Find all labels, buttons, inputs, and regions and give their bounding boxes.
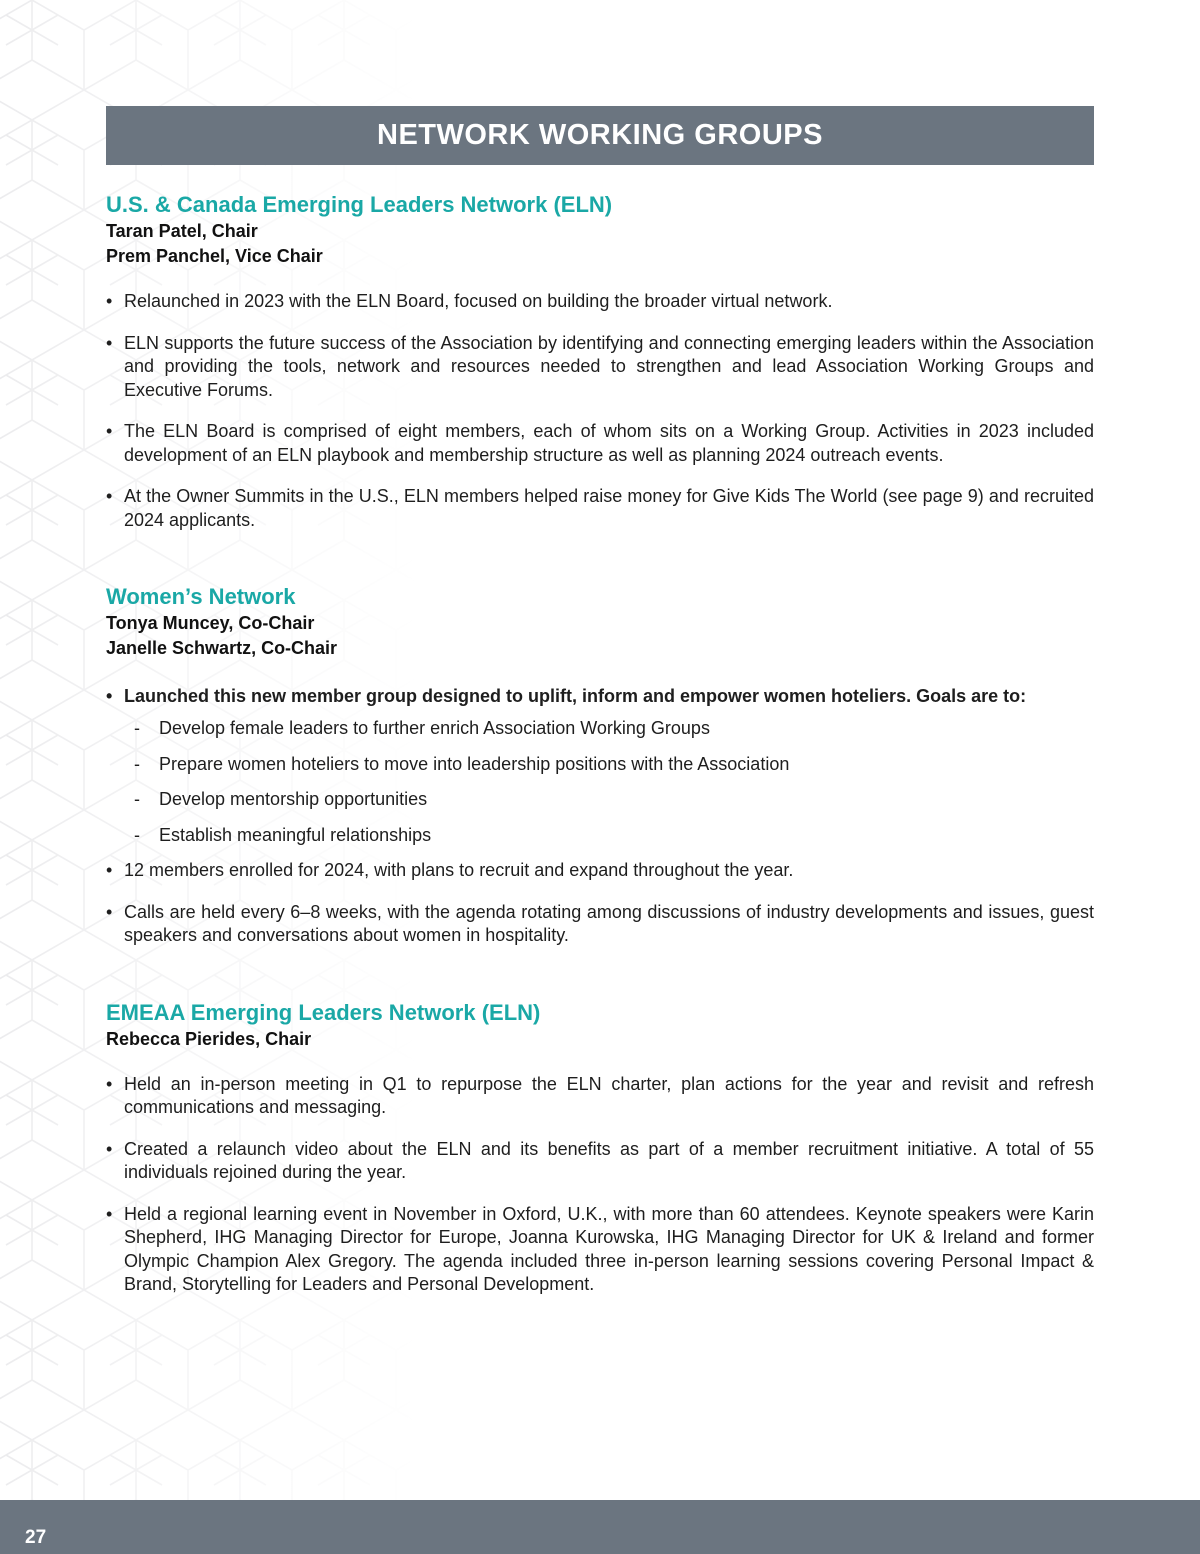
- officer-chair: Taran Patel, Chair: [106, 221, 258, 241]
- bullet-marker: •: [106, 901, 113, 922]
- list-item: • The ELN Board is comprised of eight members, each of whom sits on a Working Group. Activities in 2023 included development of an ELN playbook and membership structure as well as planning 2024 outreach events.: [106, 421, 1094, 465]
- bullet-marker: •: [106, 291, 113, 311]
- goal-item: - Prepare women hoteliers to move into leadership positions with the Association: [134, 753, 790, 774]
- officer-co-chair: Janelle Schwartz, Co-Chair: [106, 638, 338, 658]
- section-bullet-list: [106, 684, 1094, 948]
- bullet-marker: •: [106, 486, 113, 506]
- section-bullet-list: [106, 1073, 1094, 1297]
- officer-vice-chair: Prem Panchel, Vice Chair: [106, 246, 323, 266]
- section-bullet-list: [106, 290, 1094, 532]
- section-title: U.S. & Canada Emerging Leaders Network (ELN): [106, 192, 613, 217]
- bullet-marker: •: [106, 1073, 113, 1094]
- list-item: • ELN supports the future success of the Association by identifying and connecting emerging leaders within the Association and providing the tools, network and resources needed to strengthen and lead Association Working Groups and Executive Forums.: [106, 332, 1094, 400]
- bullet-marker: •: [106, 421, 113, 441]
- section-title: EMEAA Emerging Leaders Network (ELN): [106, 999, 541, 1025]
- officer-chair: Rebecca Pierides, Chair: [106, 1028, 312, 1049]
- list-item: • Launched this new member group designed to uplift, inform and empower women hoteliers. Goals are to: - Develop female leaders to further enrich Association Working Groups - Prepare women hoteliers to move into leadership positions with the Association - Develop mentorship opportunities - Establish meaningful relationships: [106, 684, 1094, 847]
- section-womens-network: [106, 583, 1094, 948]
- section-emeaa-eln: [106, 999, 1094, 1297]
- page-content: [106, 106, 1094, 1315]
- list-item: • Held an in-person meeting in Q1 to repurpose the ELN charter, plan actions for the year and revisit and refresh communications and messaging.: [106, 1073, 1094, 1117]
- page-title-banner: [106, 106, 1094, 165]
- bullet-marker: •: [106, 1138, 113, 1159]
- footer-bar: [0, 1500, 1200, 1554]
- bullet-marker: •: [106, 860, 113, 880]
- list-item: • Held a regional learning event in November in Oxford, U.K., with more than 60 attendees. Keynote speakers were Karin Shepherd, IHG Managing Director for Europe, Joanna Kurowska, IHG Managing Director for UK & Ireland and former Olympic Champion Alex Gregory. The agenda included three in-person learning sessions covering Personal Impact & Brand, Storytelling for Leaders and Personal Development.: [106, 1203, 1094, 1294]
- list-item: • Calls are held every 6–8 weeks, with the agenda rotating among discussions of industry developments and issues, guest speakers and conversations about women in hospitality.: [106, 901, 1094, 945]
- goal-item: - Develop female leaders to further enrich Association Working Groups: [134, 718, 710, 738]
- section-us-canada-eln: [106, 191, 1094, 532]
- bullet-marker: •: [106, 686, 113, 706]
- goal-item: - Develop mentorship opportunities: [134, 789, 428, 809]
- list-item: • Created a relaunch video about the ELN and its benefits as part of a member recruitment initiative. A total of 55 individuals rejoined during the year.: [106, 1138, 1094, 1182]
- bullet-marker: •: [106, 1203, 113, 1224]
- section-title: Women’s Network: [106, 584, 296, 609]
- bullet-marker: •: [106, 332, 113, 353]
- officer-co-chair: Tonya Muncey, Co-Chair: [106, 613, 315, 633]
- list-item: • 12 members enrolled for 2024, with plans to recruit and expand throughout the year.: [106, 859, 1094, 883]
- page-title: NETWORK WORKING GROUPS: [377, 119, 823, 151]
- page-number: 27: [25, 1527, 47, 1548]
- goals-list: [124, 717, 1094, 847]
- list-item: • At the Owner Summits in the U.S., ELN members helped raise money for Give Kids The World (see page 9) and recruited 2024 applicants.: [106, 486, 1094, 530]
- goal-item: - Establish meaningful relationships: [134, 824, 432, 845]
- list-item: • Relaunched in 2023 with the ELN Board, focused on building the broader virtual network.: [106, 290, 1094, 314]
